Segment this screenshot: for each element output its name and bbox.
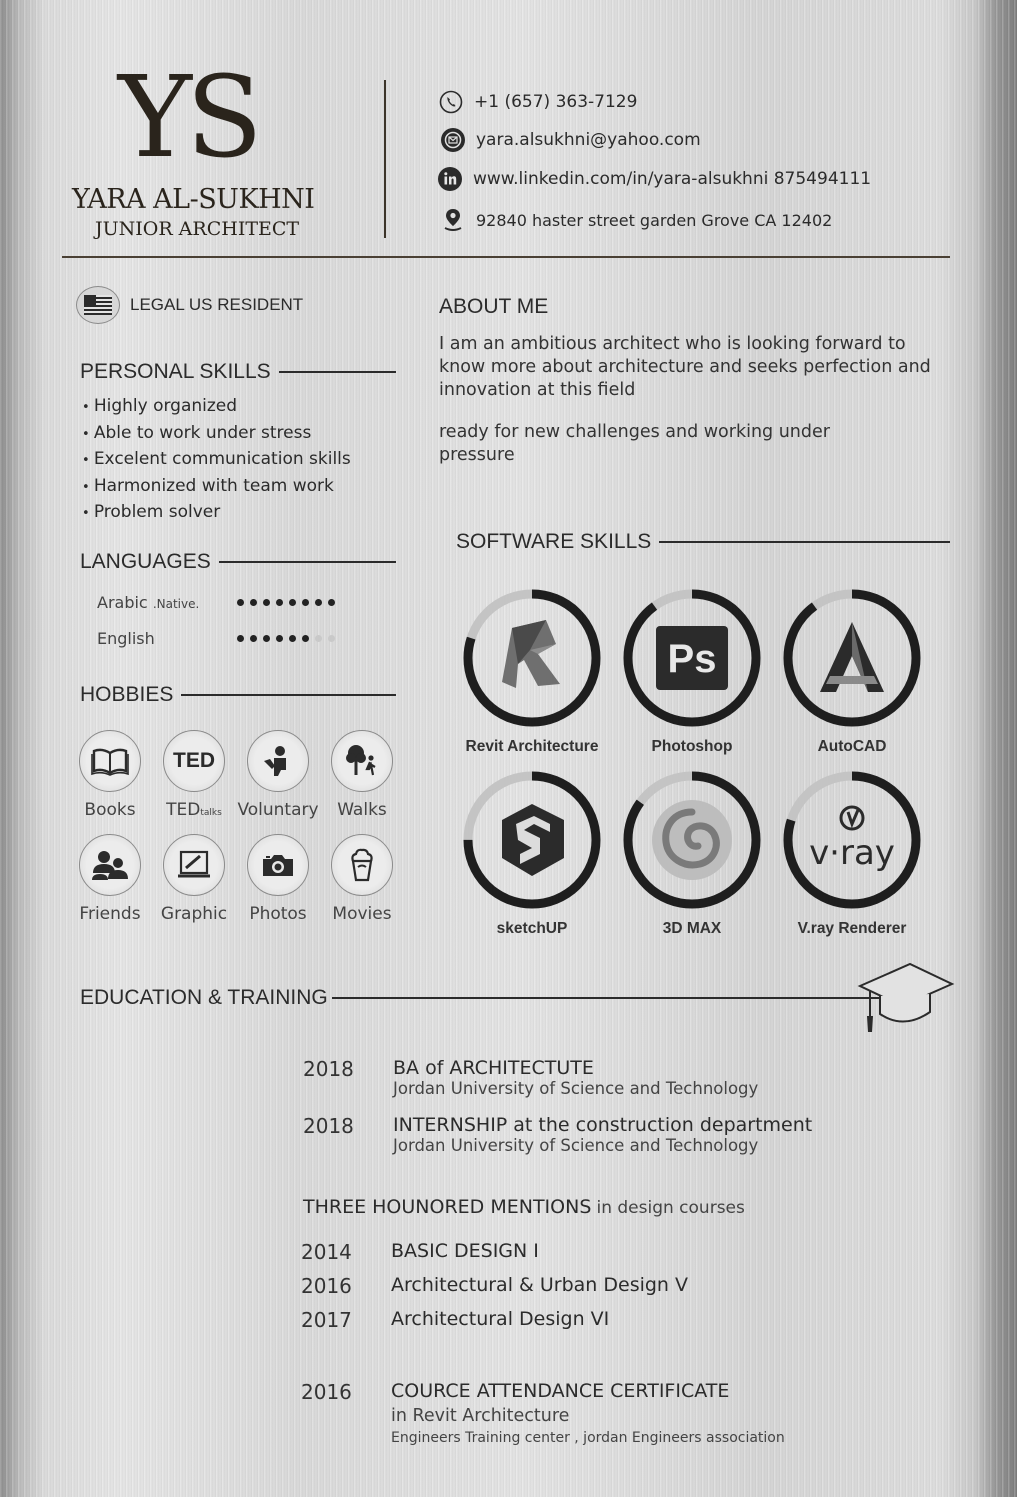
certificate-year: 2016 [301, 1380, 352, 1404]
list-item: • Problem solver [82, 500, 351, 527]
ted-icon [163, 730, 225, 792]
level-dot [302, 635, 309, 642]
full-name: YARA AL-SUKHNI [72, 184, 315, 215]
linkedin-text: www.linkedin.com/in/yara-alsukhni 875494111 [473, 169, 872, 189]
header-vertical-divider [384, 80, 386, 238]
personal-skills-list [82, 394, 351, 527]
3dsmax-icon [652, 800, 732, 880]
hobby-voluntary [236, 730, 320, 820]
hobby-photos [236, 834, 320, 924]
monogram: YS [118, 53, 257, 183]
vray-logo-text: v·ray [809, 833, 895, 873]
level-dot [289, 599, 296, 606]
skill-ring [618, 584, 766, 732]
ted-logo-text: TED [173, 749, 215, 772]
education-heading [80, 986, 880, 1010]
hobby-books [68, 730, 152, 820]
hobby-label: Voluntary [237, 800, 319, 820]
level-dot [250, 635, 257, 642]
hobby-graphic [152, 834, 236, 924]
software-label: sketchUP [496, 920, 568, 937]
mentions-title: THREE HOUNORED MENTIONS [303, 1196, 592, 1218]
software-label: Revit Architecture [465, 738, 599, 755]
list-item: • Highly organized [82, 394, 351, 421]
job-title: JUNIOR ARCHITECT [95, 218, 300, 240]
language-row [97, 588, 335, 616]
skill-ring [778, 766, 926, 914]
mention-title: Architectural Design VI [391, 1308, 610, 1330]
level-dot [315, 599, 322, 606]
level-dot [263, 599, 270, 606]
book-icon [79, 730, 141, 792]
mentions-suffix: in design courses [596, 1198, 745, 1218]
software-label: AutoCAD [817, 738, 887, 755]
list-item: • Able to work under stress [82, 421, 351, 448]
mentions-list [301, 1240, 688, 1342]
level-dot [276, 599, 283, 606]
legal-status-label: LEGAL US RESIDENT [130, 295, 304, 314]
education-institution: Jordan University of Science and Technology [393, 1079, 759, 1098]
level-dot [328, 599, 335, 606]
level-dot [250, 599, 257, 606]
level-dot [328, 635, 335, 642]
hobby-ted [152, 730, 236, 820]
mention-year: 2016 [301, 1274, 352, 1298]
skill-ring [778, 584, 926, 732]
hobby-label: Graphic [160, 904, 228, 924]
hobby-movies [320, 834, 404, 924]
mention-title: BASIC DESIGN I [391, 1240, 539, 1262]
languages-title: LANGUAGES [80, 550, 211, 573]
education-title: EDUCATION & TRAINING [80, 986, 328, 1009]
legal-status [76, 286, 303, 324]
personal-skills-heading [80, 360, 396, 384]
camera-icon [247, 834, 309, 896]
about-heading: ABOUT ME [439, 295, 549, 318]
mention-entry [301, 1240, 688, 1274]
us-flag-icon [76, 286, 120, 324]
software-label: 3D MAX [662, 920, 722, 937]
hobby-walks [320, 730, 404, 820]
software-revit [452, 584, 612, 756]
location-pin-icon [440, 207, 466, 233]
level-dot [289, 635, 296, 642]
software-skills-grid [452, 584, 942, 938]
hobby-label: Movies [332, 904, 392, 924]
hobby-friends [68, 834, 152, 924]
education-year: 2018 [303, 1114, 354, 1138]
hobby-label: Walks [337, 800, 387, 820]
mentions-heading [303, 1196, 745, 1218]
language-name [97, 593, 237, 612]
mention-entry [301, 1308, 688, 1342]
education-list [303, 1057, 812, 1155]
certificate-entry [301, 1380, 785, 1446]
education-year: 2018 [303, 1057, 354, 1081]
level-dot [263, 635, 270, 642]
skill-ring [458, 584, 606, 732]
certificate-subject: in Revit Architecture [391, 1406, 570, 1426]
education-institution: Jordan University of Science and Technology [393, 1136, 759, 1155]
software-sketchup [452, 766, 612, 938]
mention-entry [301, 1274, 688, 1308]
popcorn-icon [331, 834, 393, 896]
walk-icon [331, 730, 393, 792]
certificate-issuer: Engineers Training center , jordan Engineers association [391, 1430, 785, 1446]
software-skills-title: SOFTWARE SKILLS [456, 530, 652, 553]
education-entry [303, 1057, 812, 1098]
hobby-label: Books [84, 800, 136, 820]
software-label: V.ray Renderer [797, 920, 907, 937]
software-vray [772, 766, 932, 938]
language-row [97, 624, 335, 652]
mention-title: Architectural & Urban Design V [391, 1274, 689, 1296]
vray-icon [809, 807, 895, 873]
language-label: Arabic [97, 592, 148, 612]
volunteer-icon [247, 730, 309, 792]
linkedin-icon [437, 166, 463, 192]
email-text: yara.alsukhni@yahoo.com [476, 130, 701, 150]
hobbies-title: HOBBIES [80, 683, 174, 706]
software-photoshop [612, 584, 772, 756]
languages-list [97, 588, 335, 652]
contact-linkedin[interactable] [437, 165, 871, 193]
contact-phone[interactable] [438, 88, 637, 116]
personal-skills-title: PERSONAL SKILLS [80, 360, 271, 383]
skill-ring-fill [788, 594, 916, 722]
hobbies-heading [80, 683, 396, 707]
address-text: 92840 haster street garden Grove CA 12402 [476, 210, 833, 230]
education-title-text: INTERNSHIP at the construction department [393, 1114, 813, 1136]
software-autocad [772, 584, 932, 756]
language-level-dots [237, 599, 335, 606]
level-dot [237, 635, 244, 642]
skill-ring [618, 766, 766, 914]
contact-email[interactable] [440, 126, 701, 154]
list-item: • Harmonized with team work [82, 474, 351, 501]
heading-rule [659, 541, 950, 543]
phone-icon [438, 89, 464, 115]
mention-year: 2017 [301, 1308, 352, 1332]
hobby-label-main: TED [166, 800, 201, 820]
mention-year: 2014 [301, 1240, 352, 1264]
language-note: .Native. [152, 596, 200, 611]
heading-rule [279, 371, 396, 373]
education-title-text: BA of ARCHITECTUTE [393, 1057, 594, 1079]
email-icon [440, 127, 466, 153]
heading-rule [219, 561, 396, 563]
phone-text: +1 (657) 363-7129 [474, 92, 638, 112]
language-name: English [97, 628, 155, 648]
autocad-icon [820, 622, 884, 692]
language-level-dots [237, 635, 335, 642]
contact-address [440, 206, 832, 234]
hobby-label: Friends [79, 904, 141, 924]
about-paragraph-2: ready for new challenges and working under pressure [439, 422, 830, 465]
graduation-cap-icon [856, 958, 956, 1042]
hobby-label-sub: talks [200, 808, 222, 818]
photoshop-logo-text: Ps [667, 637, 717, 681]
graphic-icon [163, 834, 225, 896]
revit-icon [502, 620, 560, 688]
hobby-label: Photos [249, 904, 307, 924]
software-3dmax [612, 766, 772, 938]
photoshop-icon [656, 626, 728, 690]
education-entry [303, 1114, 812, 1155]
hobby-label [166, 800, 222, 820]
list-item: • Excelent communication skills [82, 447, 351, 474]
heading-rule [332, 997, 880, 999]
level-dot [276, 635, 283, 642]
certificate-title: COURCE ATTENDANCE CERTIFICATE [391, 1380, 730, 1402]
about-paragraph-1: I am an ambitious architect who is looking forward to know more about architecture and seeks perfection and innovation at this field [439, 334, 931, 400]
level-dot [302, 599, 309, 606]
friends-icon [79, 834, 141, 896]
sketchup-icon [502, 804, 564, 876]
software-label: Photoshop [651, 738, 733, 755]
level-dot [315, 635, 322, 642]
level-dot [237, 599, 244, 606]
languages-heading [80, 550, 396, 574]
skill-ring [458, 766, 606, 914]
hobbies-grid [68, 730, 408, 924]
heading-rule [181, 694, 396, 696]
header-divider [62, 256, 950, 258]
software-skills-heading [456, 530, 950, 554]
